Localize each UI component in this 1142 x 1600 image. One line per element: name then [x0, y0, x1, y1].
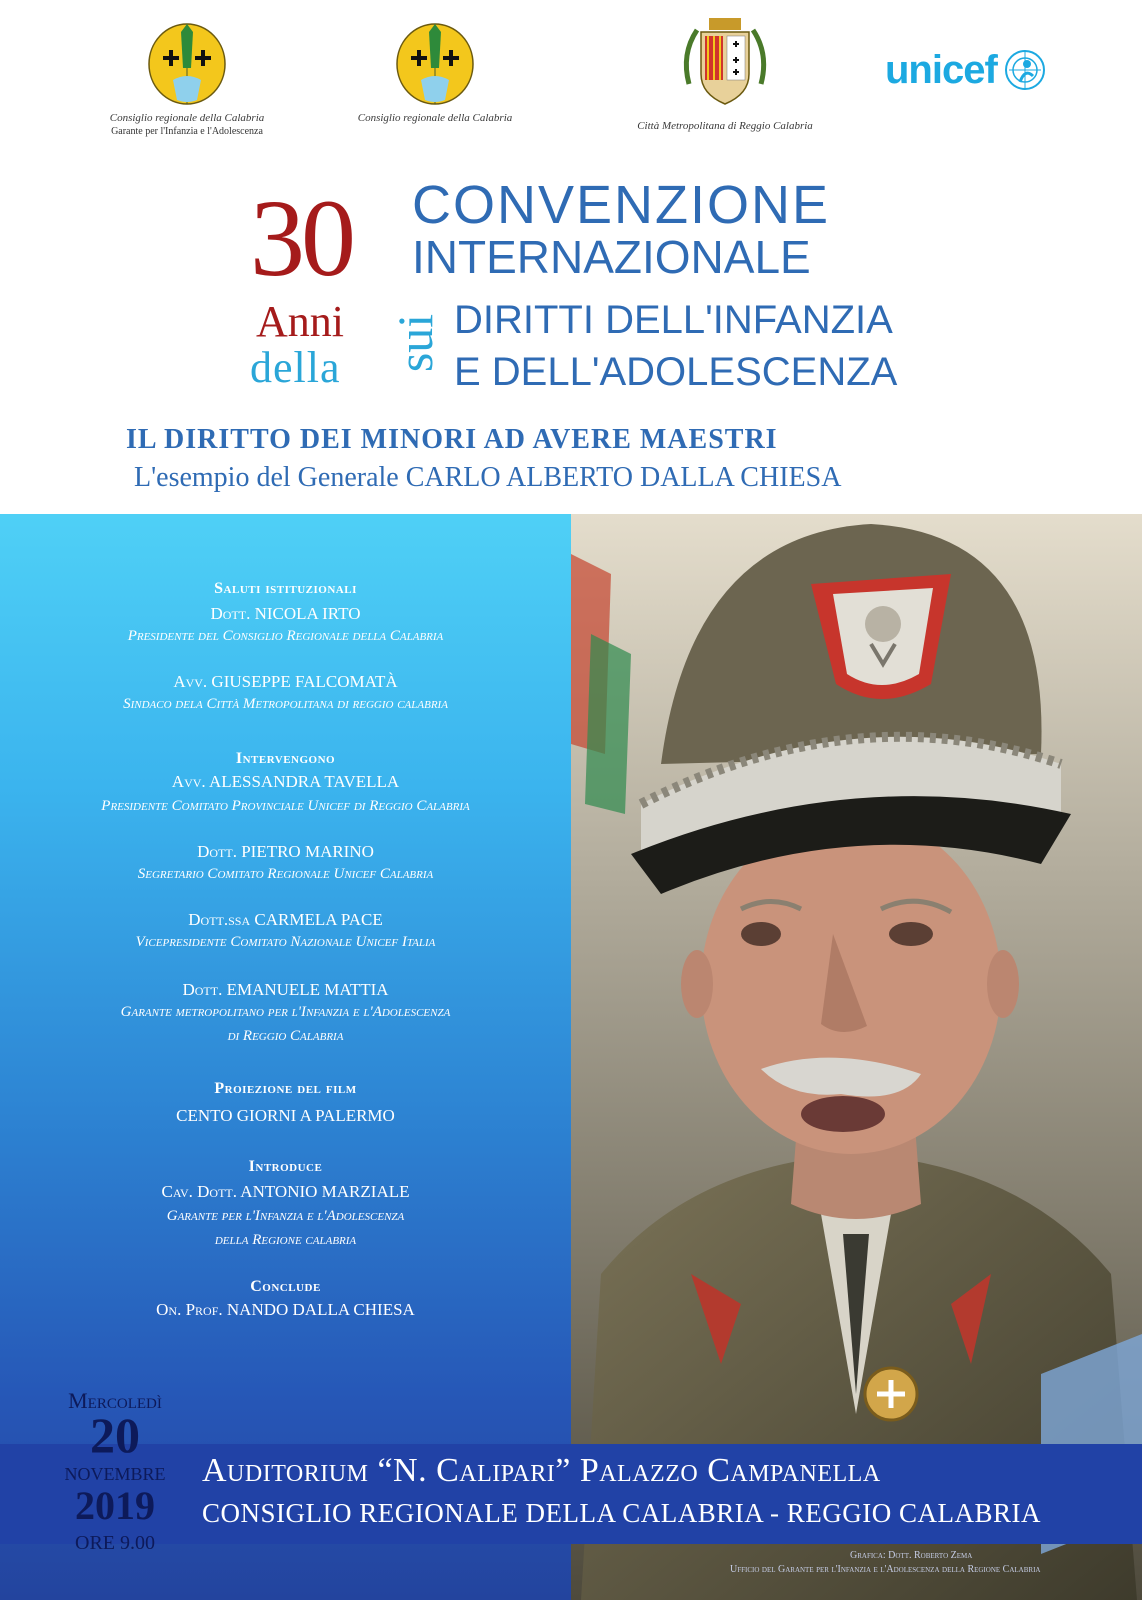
credit-line-1: Grafica: Dott. Roberto Zema	[850, 1550, 973, 1561]
subtitle-subheading: L'esempio del Generale CARLO ALBERTO DALLA CHIESA	[134, 462, 842, 493]
speaker-irto-role: Presidente del Consiglio Regionale della Calabria	[127, 628, 444, 644]
speaker-marino-prefix: Dott.	[197, 842, 237, 861]
speaker-pace-name	[0, 910, 571, 930]
speaker-marino-role: Segretario Comitato Regionale Unicef Calabria	[137, 866, 434, 882]
title-line-1: CONVENZIONE	[412, 175, 831, 235]
title-sui: sui	[387, 313, 444, 373]
event-month: NOVEMBRE	[64, 1464, 166, 1484]
unicef-emblem-icon	[1003, 48, 1047, 92]
event-day: 20	[90, 1407, 140, 1463]
speaker-falcomata-prefix: Avv.	[173, 672, 208, 691]
subtitle-heading: IL DIRITTO DEI MINORI AD AVERE MAESTRI	[126, 424, 778, 455]
speaker-tavella-role: Presidente Comitato Provinciale Unicef di Reggio Calabria	[101, 798, 470, 814]
speaker-mattia-name	[0, 980, 571, 1000]
film-title: CENTO GIORNI A PALERMO	[176, 1106, 395, 1125]
speaker-pace-role: Vicepresidente Comitato Nazionale Unicef Italia	[135, 934, 436, 950]
speaker-dallachiesa-prefix: On. Prof.	[156, 1300, 223, 1319]
anniversary-della: della	[250, 343, 341, 392]
speaker-mattia: EMANUELE MATTIA	[226, 980, 389, 999]
speaker-pace: CARMELA PACE	[254, 910, 383, 929]
speaker-marziale-name	[0, 1182, 571, 1202]
event-year: 2019	[75, 1483, 155, 1528]
speaker-dallachiesa-name	[0, 1300, 571, 1320]
speaker-irto: NICOLA IRTO	[254, 604, 361, 623]
credit-line-2: Ufficio del Garante per l'Infanzia e l'Adolescenza della Regione Calabria	[730, 1564, 1041, 1575]
speaker-marino: PIETRO MARINO	[241, 842, 374, 861]
speaker-irto-prefix: Dott.	[210, 604, 251, 623]
speaker-mattia-role-1: Garante metropolitano per l'Infanzia e l'Adolescenza	[120, 1004, 451, 1020]
anniversary-number: 30	[250, 177, 352, 299]
speaker-dallachiesa: NANDO DALLA CHIESA	[226, 1300, 415, 1319]
consiglio-garante-caption: Consiglio regionale della Calabria	[109, 112, 265, 124]
saluti-heading: Saluti istituzionali	[214, 580, 357, 597]
calabria-coat-of-arms-icon	[147, 22, 227, 106]
citta-caption: Città Metropolitana di Reggio Calabria	[637, 120, 813, 132]
venue-name: Auditorium “N. Calipari” Palazzo Campanella	[202, 1452, 881, 1489]
venue-address: CONSIGLIO REGIONALE DELLA CALABRIA - REGGIO CALABRIA	[202, 1498, 1041, 1528]
unicef-wordmark: unicef	[885, 48, 997, 92]
film-heading: Proiezione del film	[214, 1080, 357, 1097]
speaker-marino-name	[0, 842, 571, 862]
speaker-falcomata: GIUSEPPE FALCOMATÀ	[211, 672, 398, 691]
speaker-mattia-role-2: di Reggio Calabria	[227, 1028, 344, 1044]
reggio-calabria-crest-icon	[675, 14, 775, 114]
title-line-2: INTERNAZIONALE	[412, 231, 811, 283]
speaker-falcomata-name	[0, 672, 571, 692]
speaker-marziale-prefix: Cav. Dott.	[161, 1182, 237, 1201]
speaker-marziale-role-1: Garante per l'Infanzia e l'Adolescenza	[166, 1208, 405, 1224]
consiglio-garante-caption-2: Garante per l'Infanzia e l'Adolescenza	[111, 126, 263, 137]
speaker-marziale-role-2: della Regione calabria	[214, 1232, 357, 1248]
logo-consiglio	[340, 22, 530, 125]
speaker-mattia-prefix: Dott.	[182, 980, 223, 999]
speaker-tavella-name	[0, 772, 571, 792]
event-weekday: Mercoledì	[68, 1388, 162, 1413]
logo-citta-metropolitana	[615, 14, 835, 133]
introduce-heading: Introduce	[248, 1158, 323, 1175]
consiglio-caption: Consiglio regionale della Calabria	[357, 112, 513, 124]
speaker-tavella: ALESSANDRA TAVELLA	[208, 772, 400, 791]
speaker-irto-name	[0, 604, 571, 624]
speaker-pace-prefix: Dott.ssa	[188, 910, 251, 929]
event-time: ORE 9.00	[75, 1532, 155, 1554]
logo-unicef	[885, 48, 1075, 92]
anniversary-anni: Anni	[256, 297, 344, 346]
title-line-4: E DELL'ADOLESCENZA	[454, 350, 898, 394]
speaker-tavella-prefix: Avv.	[171, 772, 206, 791]
calabria-coat-of-arms-icon	[395, 22, 475, 106]
logo-consiglio-garante	[92, 22, 282, 138]
general-portrait-photo	[571, 514, 1142, 1600]
speaker-marziale: ANTONIO MARZIALE	[240, 1182, 410, 1201]
title-line-3: DIRITTI DELL'INFANZIA	[454, 298, 893, 342]
speaker-falcomata-role: Sindaco dela Città Metropolitana di reggio calabria	[123, 696, 448, 712]
conclude-heading: Conclude	[250, 1278, 321, 1295]
general-portrait-illustration	[571, 514, 1142, 1600]
intervengono-heading: Intervengono	[235, 750, 336, 767]
